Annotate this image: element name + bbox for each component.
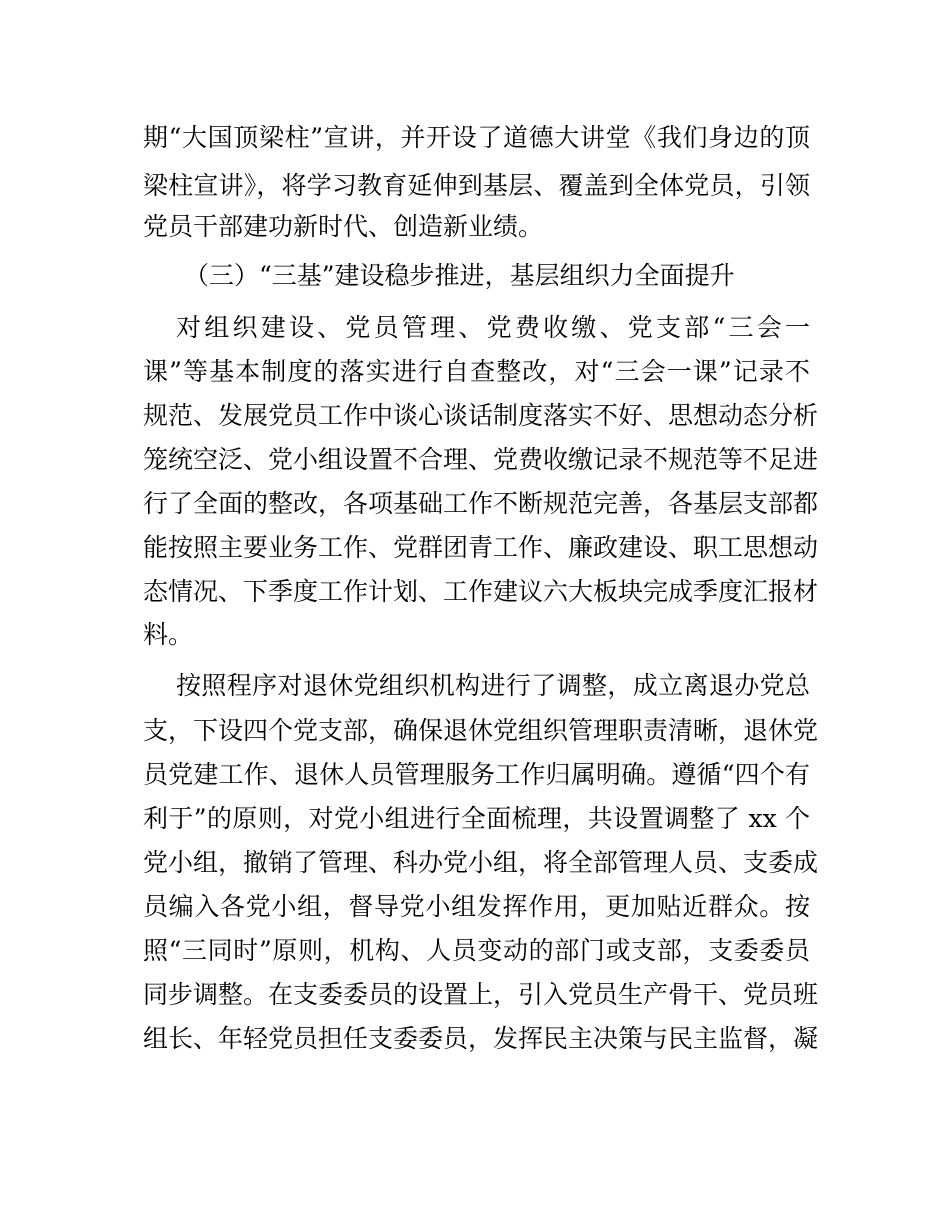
text-line: 料。 xyxy=(143,620,194,649)
text-line: 行了全面的整改，各项基础工作不断规范完善，各基层支部都 xyxy=(143,489,819,518)
text-line: 课”等基本制度的落实进行自查整改，对“三会一课”记录不 xyxy=(143,357,810,386)
text-line: 梁柱宣讲》，将学习教育延伸到基层、覆盖到全体党员，引领 xyxy=(143,171,810,200)
text-line: 能按照主要业务工作、党群团青工作、廉政建设、职工思想动 xyxy=(143,533,819,562)
text-line: 态情况、下季度工作计划、工作建议六大板块完成季度汇报材 xyxy=(143,577,819,606)
text-line: 组长、年轻党员担任支委委员，发挥民主决策与民主监督，凝 xyxy=(143,1024,819,1053)
text-line: 对组织建设、党员管理、党费收缴、党支部“三会一 xyxy=(176,313,810,342)
text-line: 党小组，撤销了管理、科办党小组，将全部管理人员、支委成 xyxy=(143,848,819,877)
text-line: 笼统空泛、党小组设置不合理、党费收缴记录不规范等不足进 xyxy=(143,445,819,474)
text-line: 照“三同时”原则，机构、人员变动的部门或支部，支委委员 xyxy=(143,936,810,965)
section-heading: （三）“三基”建设稳步推进，基层组织力全面提升 xyxy=(184,261,735,290)
text-line: 利于”的原则，对党小组进行全面梳理，共设置调整了 xx 个 xyxy=(143,804,810,833)
text-line: 同步调整。在支委委员的设置上，引入党员生产骨干、党员班 xyxy=(143,980,819,1009)
text-line: 员党建工作、退休人员管理服务工作归属明确。遵循“四个有 xyxy=(143,760,810,789)
text-line: 按照程序对退休党组织机构进行了调整，成立离退办党总 xyxy=(176,671,810,700)
text-line: 党员干部建功新时代、创造新业绩。 xyxy=(143,212,544,241)
text-line: 员编入各党小组，督导党小组发挥作用，更加贴近群众。按 xyxy=(143,892,810,921)
text-line: 支，下设四个党支部，确保退休党组织管理职责清晰，退休党 xyxy=(143,716,819,745)
text-line: 规范、发展党员工作中谈心谈话制度落实不好、思想动态分析 xyxy=(143,401,819,430)
text-line: 期“大国顶梁柱”宣讲，并开设了道德大讲堂《我们身边的顶 xyxy=(143,123,810,152)
